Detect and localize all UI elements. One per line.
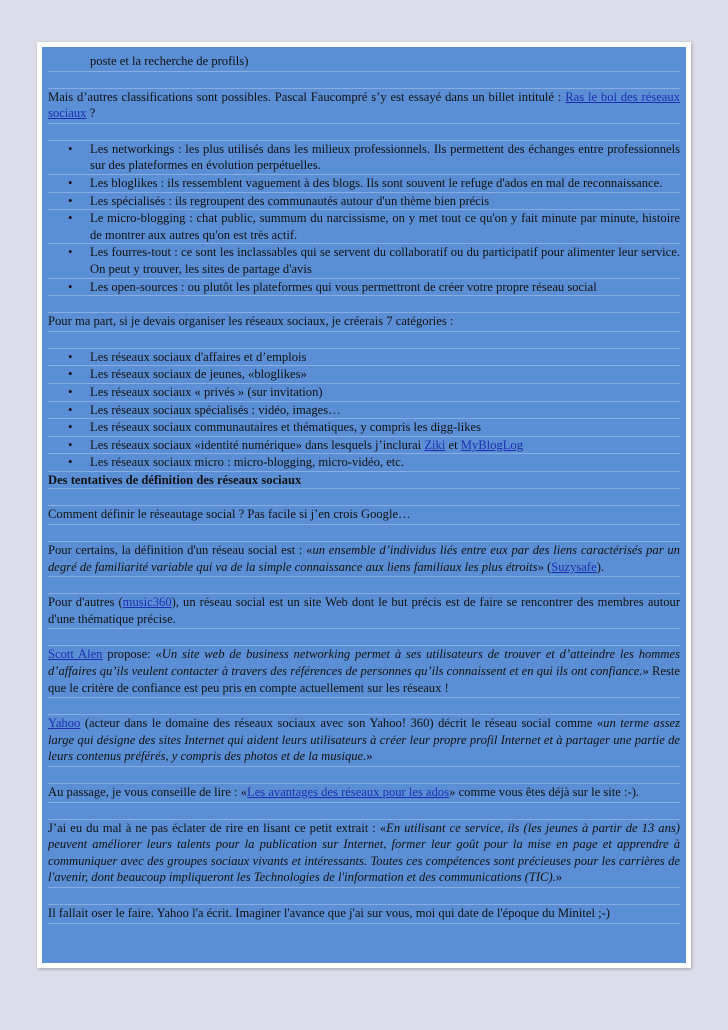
paragraph-yahoo: Yahoo (acteur dans le domaine des réseaux sociaux avec son Yahoo! 360) décrit le réseau social comme «un terme assez large qui désigne des sites Internet qui aident leurs utilisateurs à créer leur propre profil Internet et à partager une partie de leurs contenus préférés, y compris des photos et de la musique.» <box>48 715 680 767</box>
list-item: • Les réseaux sociaux «identité numérique» dans lesquels j’inclurai Ziki et MyBlogLog <box>48 437 680 455</box>
document-page <box>37 42 691 968</box>
paragraph-google: Comment définir le réseautage social ? Pas facile si j’en crois Google… <box>48 506 680 525</box>
paragraph-definition-1: Pour certains, la définition d'un réseau social est : «un ensemble d’individus liés entre eux par des liens caractérisés par un degré de familiarité variable qui va de la simple connaissance aux liens familiaux les plus étroits» (Suzysafe). <box>48 542 680 577</box>
link-ras-le-bol[interactable]: Ras le bol des réseaux sociaux <box>48 89 680 121</box>
list-item: • Les fourres-tout : ce sont les inclassables qui se servent du collaboratif ou du participatif pour alimenter leur service. On peut y trouver, les sites de partage d'avis <box>48 244 680 278</box>
paragraph-classifications: Mais d’autres classifications sont possibles. Pascal Faucompré s’y est essayé dans un billet intitulé : Ras le bol des réseaux sociaux ? <box>48 89 680 124</box>
link-music360[interactable]: music360 <box>122 595 172 610</box>
list-item: • Les réseaux sociaux communautaires et thématiques, y compris les digg-likes <box>48 419 680 437</box>
link-scott-alen[interactable]: Scott Alen <box>48 647 103 662</box>
list-item: • Les réseaux sociaux « privés » (sur invitation) <box>48 384 680 402</box>
link-suzysafe[interactable]: Suzysafe <box>551 559 597 574</box>
top-continuation: poste et la recherche de profils) <box>48 53 680 72</box>
list-item: • Les réseaux sociaux spécialisés : vidéo, images… <box>48 402 680 420</box>
paragraph-minitel: Il fallait oser le faire. Yahoo l'a écrit. Imaginer l'avance que j'ai sur vous, moi qui date de l'époque du Minitel ;-) <box>48 905 680 924</box>
content-panel <box>42 47 686 963</box>
list-item: • Le micro-blogging : chat public, summum du narcissisme, on y met tout ce qu'on y fait minute par minute, histoire de montrer aux autres qu'on est très actif. <box>48 210 680 244</box>
link-ziki[interactable]: Ziki <box>424 437 446 452</box>
paragraph-passage: Au passage, je vous conseille de lire : «Les avantages des réseaux pour les ados» comme vous êtes déjà sur le site :-). <box>48 784 680 803</box>
classification-list <box>48 141 680 296</box>
paragraph-extrait: J’ai eu du mal à ne pas éclater de rire en lisant ce petit extrait : «En utilisant ce service, ils (les jeunes à partir de 13 ans) peuvent améliorer leurs talents pour la publication sur Internet, former leur goût pour la mise en page et apprendre à communiquer avec des groupes sociaux vivants et intéressants. Toutes ces compétences sont précieuses pour les carrières de l'avenir, dont beaucoup impliqueront les Technologies de l'information et des communications (TIC).» <box>48 820 680 888</box>
list-item: • Les bloglikes : ils ressemblent vaguement à des blogs. Ils sont souvent le refuge d'ados en mal de reconnaissance. <box>48 175 680 193</box>
link-avantages-ados[interactable]: Les avantages des réseaux pour les ados <box>247 785 450 799</box>
list-item: • Les spécialisés : ils regroupent des communautés autour d'un thème bien précis <box>48 193 680 211</box>
categories-list <box>48 349 680 472</box>
article-body <box>48 53 680 924</box>
paragraph-categories-intro: Pour ma part, si je devais organiser les réseaux sociaux, je créerais 7 catégories : <box>48 313 680 332</box>
link-yahoo[interactable]: Yahoo <box>48 716 81 731</box>
section-heading: Des tentatives de définition des réseaux sociaux <box>48 472 680 490</box>
list-item: • Les réseaux sociaux d'affaires et d’emplois <box>48 349 680 367</box>
list-item: • Les networkings : les plus utilisés dans les milieux professionnels. Ils permettent des échanges entre professionnels sur des plateformes en évolution perpétuelles. <box>48 141 680 175</box>
paragraph-definition-2: Pour d'autres (music360), un réseau social est un site Web dont le but précis est de faire se rencontrer des membres autour d'une thématique précise. <box>48 594 680 629</box>
link-myblog[interactable]: MyBlogLog <box>460 437 524 452</box>
list-item: • Les réseaux sociaux de jeunes, «bloglikes» <box>48 366 680 384</box>
list-item: • Les open-sources : ou plutôt les plateformes qui vous permettront de créer votre propre réseau social <box>48 279 680 297</box>
list-item: • Les réseaux sociaux micro : micro-blogging, micro-vidéo, etc. <box>48 454 680 472</box>
paragraph-scott-alen: Scott Alen propose: «Un site web de business networking permet à ses utilisateurs de trouver et d’atteindre les hommes d’affaires qu’ils veulent contacter à travers des références de personnes qu’ils connaissent et en qui ils ont confiance.» Reste que le critère de confiance est peu pris en compte actuellement sur les réseaux ! <box>48 646 680 698</box>
